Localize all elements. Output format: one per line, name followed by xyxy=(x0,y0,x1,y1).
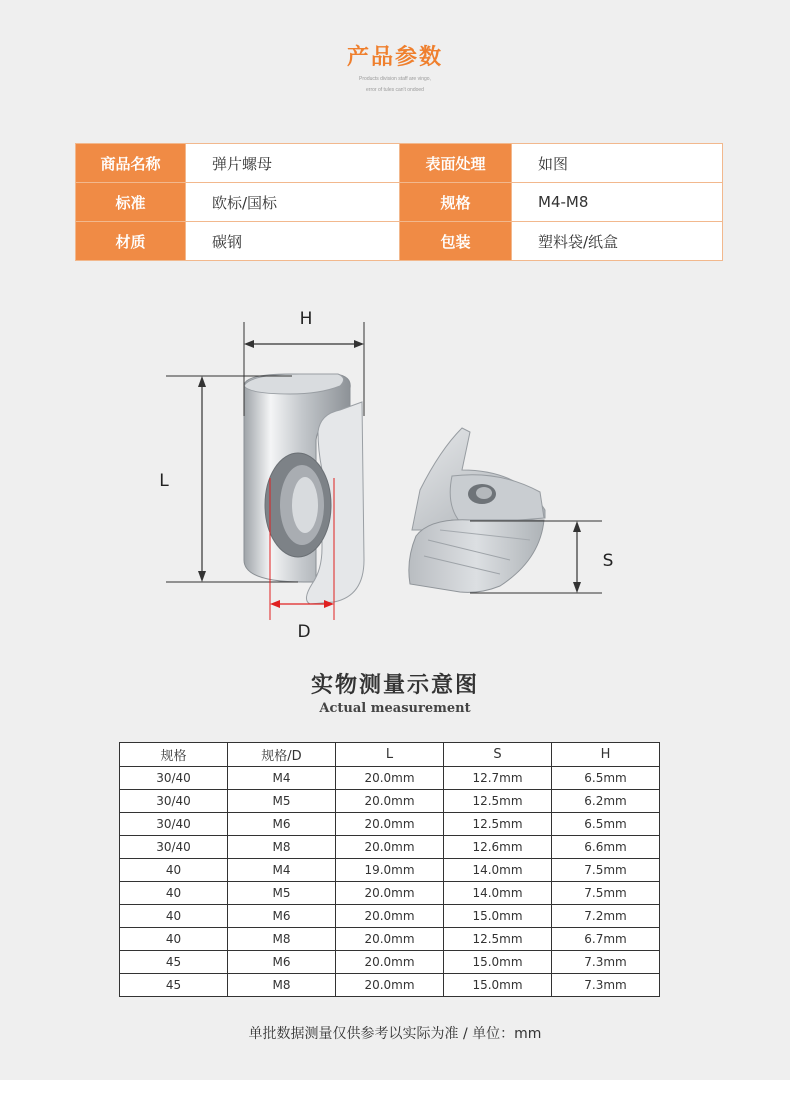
column-header: L xyxy=(336,743,444,767)
table-cell: 7.3mm xyxy=(552,951,660,974)
table-cell: 45 xyxy=(120,951,228,974)
table-cell: 20.0mm xyxy=(336,790,444,813)
table-cell: 40 xyxy=(120,882,228,905)
table-row xyxy=(120,928,660,951)
column-header: S xyxy=(444,743,552,767)
table-cell: 20.0mm xyxy=(336,836,444,859)
table-cell: M5 xyxy=(228,790,336,813)
table-cell: 20.0mm xyxy=(336,951,444,974)
param-key: 商品名称 xyxy=(76,144,186,183)
table-cell: 7.5mm xyxy=(552,882,660,905)
table-cell: 6.6mm xyxy=(552,836,660,859)
table-cell: 12.5mm xyxy=(444,790,552,813)
table-cell: 12.5mm xyxy=(444,813,552,836)
table-cell: 40 xyxy=(120,928,228,951)
section-title-measurement: 实物测量示意图 xyxy=(310,673,479,698)
table-cell: 6.5mm xyxy=(552,767,660,790)
table-cell: 12.5mm xyxy=(444,928,552,951)
table-row xyxy=(120,951,660,974)
params-row xyxy=(76,144,723,183)
table-cell: 7.5mm xyxy=(552,859,660,882)
table-cell: M6 xyxy=(228,951,336,974)
table-cell: M5 xyxy=(228,882,336,905)
table-cell: 20.0mm xyxy=(336,882,444,905)
table-cell: 6.5mm xyxy=(552,813,660,836)
table-cell: 40 xyxy=(120,859,228,882)
param-value: 塑料袋/纸盒 xyxy=(512,222,723,261)
label-h: H xyxy=(299,309,313,329)
section-subtitle-line2: error of tules can't ondoed xyxy=(366,87,424,93)
param-key: 标准 xyxy=(76,183,186,222)
table-cell: 19.0mm xyxy=(336,859,444,882)
table-cell: 14.0mm xyxy=(444,859,552,882)
table-cell: M8 xyxy=(228,836,336,859)
table-cell: M4 xyxy=(228,767,336,790)
measurement-note: 单批数据测量仅供参考以实际为准 / 单位：mm xyxy=(248,1026,542,1042)
table-cell: 20.0mm xyxy=(336,974,444,997)
table-row xyxy=(120,813,660,836)
section-title-params: 产品参数 xyxy=(346,45,443,70)
param-key: 规格 xyxy=(400,183,512,222)
table-row xyxy=(120,859,660,882)
table-cell: 6.2mm xyxy=(552,790,660,813)
table-cell: 20.0mm xyxy=(336,767,444,790)
table-row xyxy=(120,790,660,813)
label-d: D xyxy=(297,622,311,640)
table-cell: 40 xyxy=(120,905,228,928)
params-row xyxy=(76,222,723,261)
table-row xyxy=(120,836,660,859)
table-cell: 20.0mm xyxy=(336,928,444,951)
nut-perspective-view xyxy=(409,428,545,592)
measurement-table-body xyxy=(120,767,660,997)
table-cell: 7.2mm xyxy=(552,905,660,928)
table-cell: 15.0mm xyxy=(444,951,552,974)
table-cell: 15.0mm xyxy=(444,905,552,928)
label-l: L xyxy=(159,471,169,491)
nut-side-view xyxy=(244,374,364,604)
column-header: 规格 xyxy=(120,743,228,767)
table-cell: M8 xyxy=(228,928,336,951)
table-cell: 6.7mm xyxy=(552,928,660,951)
param-value: 碳钢 xyxy=(186,222,400,261)
table-cell: 14.0mm xyxy=(444,882,552,905)
section-subtitle-line1: Products division staff are vingo, xyxy=(359,76,431,82)
column-header: H xyxy=(552,743,660,767)
column-header: 规格/D xyxy=(228,743,336,767)
table-cell: M8 xyxy=(228,974,336,997)
table-row xyxy=(120,905,660,928)
table-row xyxy=(120,974,660,997)
table-cell: 12.6mm xyxy=(444,836,552,859)
label-s: S xyxy=(602,551,614,571)
table-cell: 30/40 xyxy=(120,767,228,790)
params-row xyxy=(76,183,723,222)
table-cell: M4 xyxy=(228,859,336,882)
table-row xyxy=(120,767,660,790)
param-key: 包装 xyxy=(400,222,512,261)
params-table xyxy=(75,143,723,261)
param-value: M4-M8 xyxy=(512,183,723,222)
section-subtitle-measurement: Actual measurement xyxy=(319,701,471,716)
table-cell: 7.3mm xyxy=(552,974,660,997)
table-cell: M6 xyxy=(228,813,336,836)
table-row xyxy=(120,882,660,905)
table-cell: M6 xyxy=(228,905,336,928)
table-header-row xyxy=(120,743,660,767)
table-cell: 30/40 xyxy=(120,813,228,836)
table-cell: 12.7mm xyxy=(444,767,552,790)
table-cell: 15.0mm xyxy=(444,974,552,997)
param-value: 如图 xyxy=(512,144,723,183)
param-key: 材质 xyxy=(76,222,186,261)
param-value: 弹片螺母 xyxy=(186,144,400,183)
product-dimension-diagram xyxy=(0,300,790,640)
param-value: 欧标/国标 xyxy=(186,183,400,222)
measurement-table xyxy=(119,742,660,997)
table-cell: 30/40 xyxy=(120,790,228,813)
table-cell: 45 xyxy=(120,974,228,997)
table-cell: 20.0mm xyxy=(336,905,444,928)
param-key: 表面处理 xyxy=(400,144,512,183)
table-cell: 30/40 xyxy=(120,836,228,859)
table-cell: 20.0mm xyxy=(336,813,444,836)
